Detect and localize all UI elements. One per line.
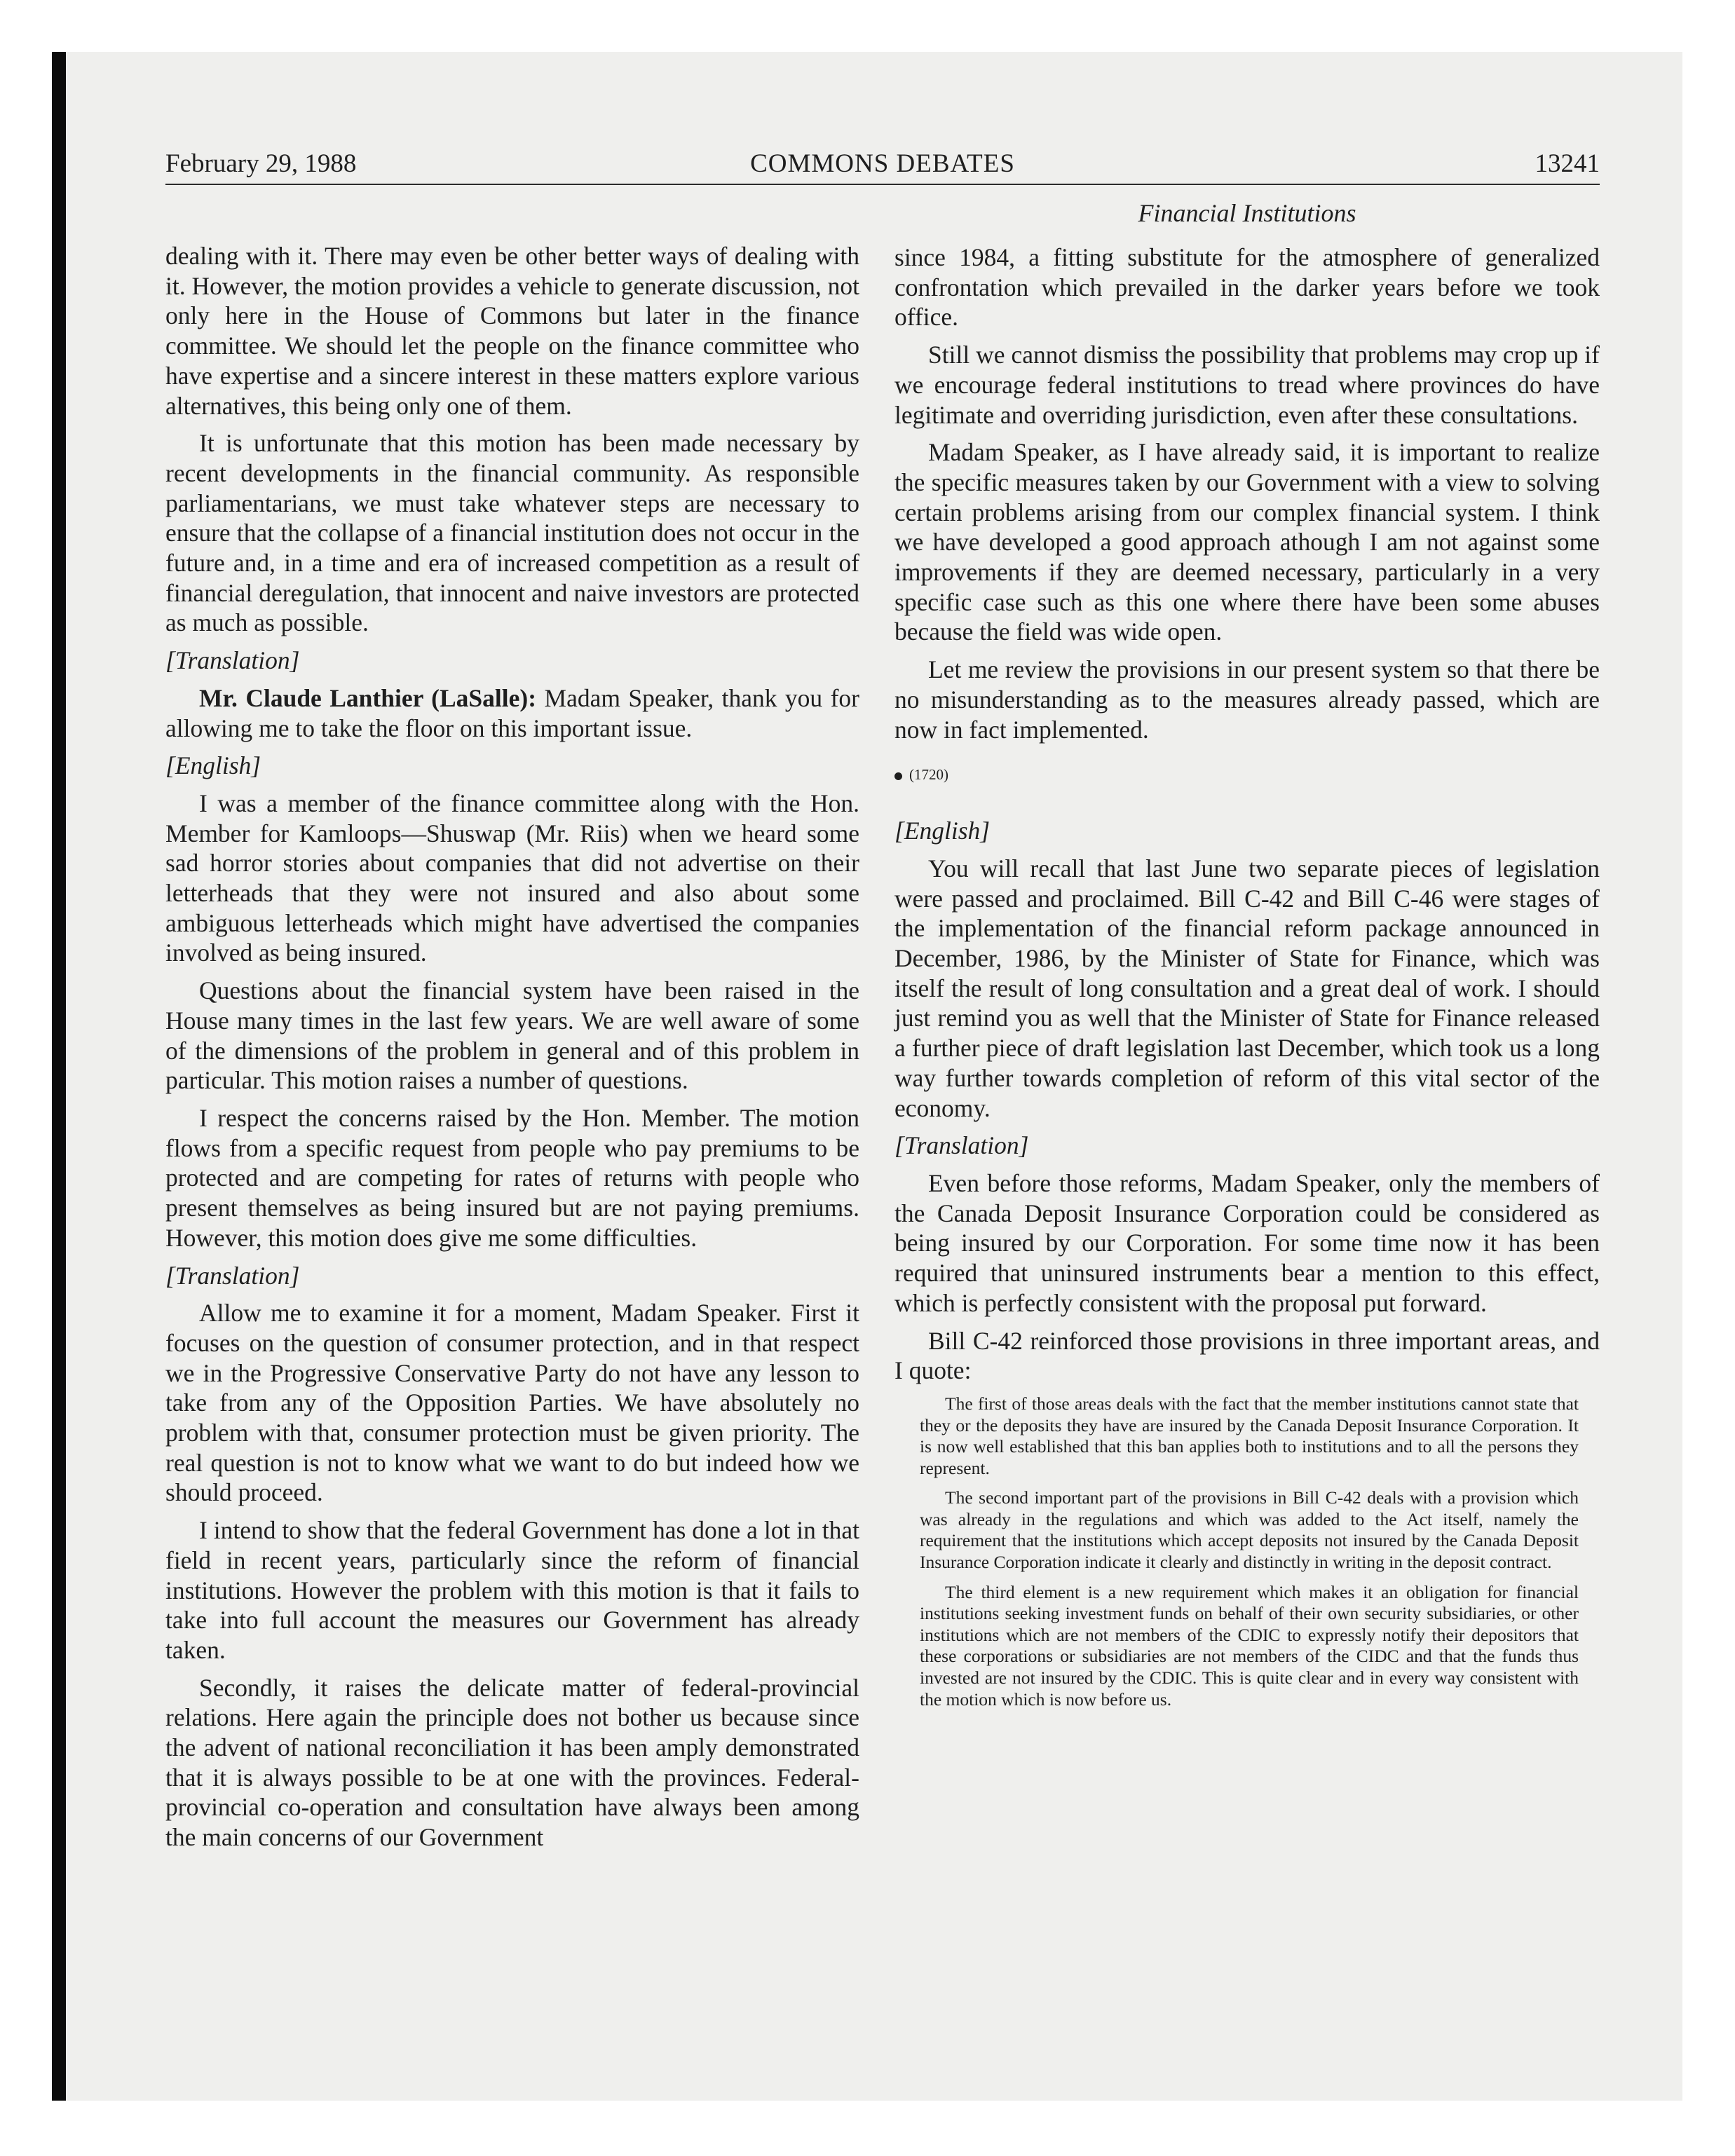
quoted-paragraph: The third element is a new requirement which makes it an obligation for financial institutions seeking investment funds on behalf of their own security subsidiaries, or other institutions which are not members of the CDIC to expressly notify their depositors that these corporations or subsidiaries are not members of the CIDC and that the funds thus invested are not insured by the CDIC. This is quite clear and in every way consistent with the motion which is now before us. <box>920 1581 1579 1710</box>
speaker-text: Madam Speaker, thank you for allowing me to take the floor on this important issue. <box>165 683 860 742</box>
right-column <box>894 243 1600 1719</box>
language-tag: [English] <box>894 817 991 845</box>
header-page-number: 13241 <box>1535 149 1600 178</box>
paragraph: Even before those reforms, Madam Speaker, only the members of the Canada Deposit Insurance Corporation could be considered as being insured by our Corporation. For some time now it has been required that uninsured instruments bear a mention to this effect, which is perfectly consistent with the proposal put forward. <box>894 1168 1600 1317</box>
paragraph: since 1984, a fitting substitute for the atmosphere of generalized confrontation which prevailed in the darker years before we took office. <box>894 243 1600 332</box>
paragraph: You will recall that last June two separate pieces of legislation were passed and proclaimed. Bill C-42 and Bill C-46 were stages of the implementation of the financial reform package announced in December, 1986, by the Minister of State for Finance, which was itself the result of long consultation and a great deal of work. I should just remind you as well that the Minister of State for Finance released a further piece of draft legislation last December, which took us a long way further towards completion of reform of this vital sector of the economy. <box>894 854 1600 1122</box>
paragraph: Bill C-42 reinforced those provisions in three important areas, and I quote: <box>894 1326 1600 1385</box>
paragraph: Still we cannot dismiss the possibility that problems may crop up if we encourage federal institutions to tread where provinces do have legitimate and overriding jurisdiction, even after these consultations. <box>894 341 1600 429</box>
bullet-icon <box>894 772 902 780</box>
speaker-name: Mr. Claude Lanthier (LaSalle): <box>199 683 537 712</box>
left-column <box>165 241 859 1860</box>
paragraph: Secondly, it raises the delicate matter of federal-provincial relations. Here again the principle does not bother us because since the advent of national reconciliation it has been amply demonstrated that it is always possible to be at one with the provinces. Federal-provincial co-operation and consultation have always been among the main concerns of our Government <box>165 1673 859 1852</box>
language-tag: [Translation] <box>165 1261 300 1290</box>
paragraph: I respect the concerns raised by the Hon. Member. The motion flows from a specific request from people who pay premiums to be protected and are competing for rates of returns with people who present themselves as being insured but are not paying premiums. However, this motion does give me some difficulties. <box>165 1103 859 1252</box>
running-header <box>165 144 1600 185</box>
paragraph: dealing with it. There may even be other better ways of dealing with it. However, the motion provides a vehicle to generate discussion, not only here in the House of Commons but later in the finance committee. We should let the people on the finance committee who have expertise and a sincere interest in these matters explore various alternatives, this being only one of them. <box>165 242 859 420</box>
header-date: February 29, 1988 <box>165 149 357 178</box>
language-tag: [Translation] <box>894 1131 1029 1160</box>
paragraph: Madam Speaker, as I have already said, it is important to realize the specific measures taken by our Government with a view to solving certain problems arising from our complex financial system. I think we have developed a good approach athough I am not against some improvements if they are deemed necessary, particularly in a very specific case such as this one where there have been some abuses because the field was wide open. <box>894 438 1600 646</box>
time-marker <box>894 764 1600 785</box>
section-subheader: Financial Institutions <box>1138 199 1356 227</box>
paragraph: It is unfortunate that this motion has been made necessary by recent developments in the financial community. As responsible parliamentarians, we must take whatever steps are necessary to ensure that the collapse of a financial institution does not occur in the future and, in a time and era of increased competition as a result of financial deregulation, that innocent and naive investors are protected as much as possible. <box>165 429 859 637</box>
paragraph: Let me review the provisions in our present system so that there be no misunderstanding as to the measures already passed, which are now in fact implemented. <box>894 655 1600 744</box>
paragraph: Allow me to examine it for a moment, Madam Speaker. First it focuses on the question of consumer protection, and in that respect we in the Progressive Conservative Party do not have any lesson to take from any of the Opposition Parties. We have absolutely no problem with that, consumer protection must be given priority. The real question is not to know what we want to do but indeed how we should proceed. <box>165 1299 859 1507</box>
document-page <box>165 144 1600 2051</box>
time-marker-text: (1720) <box>909 766 948 784</box>
header-publication: COMMONS DEBATES <box>750 149 1015 178</box>
quoted-paragraph: The second important part of the provisions in Bill C-42 deals with a provision which was already in the regulations and which was added to the Act itself, namely the requirement that the institutions which accept deposits not insured by the Canada Deposit Insurance Corporation indicate it clearly and distinctly in writing in the deposit contract. <box>920 1487 1579 1573</box>
paragraph: I intend to show that the federal Government has done a lot in that field in recent years, particularly since the reform of financial institutions. However the problem with this motion is that it fails to take into full account the measures our Government has already taken. <box>165 1516 859 1664</box>
quoted-paragraph: The first of those areas deals with the fact that the member institutions cannot state that they or the deposits they have are insured by the Canada Deposit Insurance Corporation. It is now well established that this ban applies both to institutions and to all the persons they represent. <box>920 1393 1579 1478</box>
scan-border <box>52 52 66 2101</box>
paragraph: Questions about the financial system have been raised in the House many times in the last few years. We are well aware of some of the dimensions of the problem in general and of this problem in particular. This motion raises a number of questions. <box>165 976 859 1095</box>
speaker-paragraph <box>165 683 859 743</box>
language-tag: [English] <box>165 751 261 780</box>
paragraph: I was a member of the finance committee along with the Hon. Member for Kamloops—Shuswap (Mr. Riis) when we heard some sad horror stories about companies that did not advertise on their letterheads that they were not insured and also about some ambiguous letterheads which might have advertised the companies involved as being insured. <box>165 789 859 967</box>
language-tag: [Translation] <box>165 646 300 675</box>
